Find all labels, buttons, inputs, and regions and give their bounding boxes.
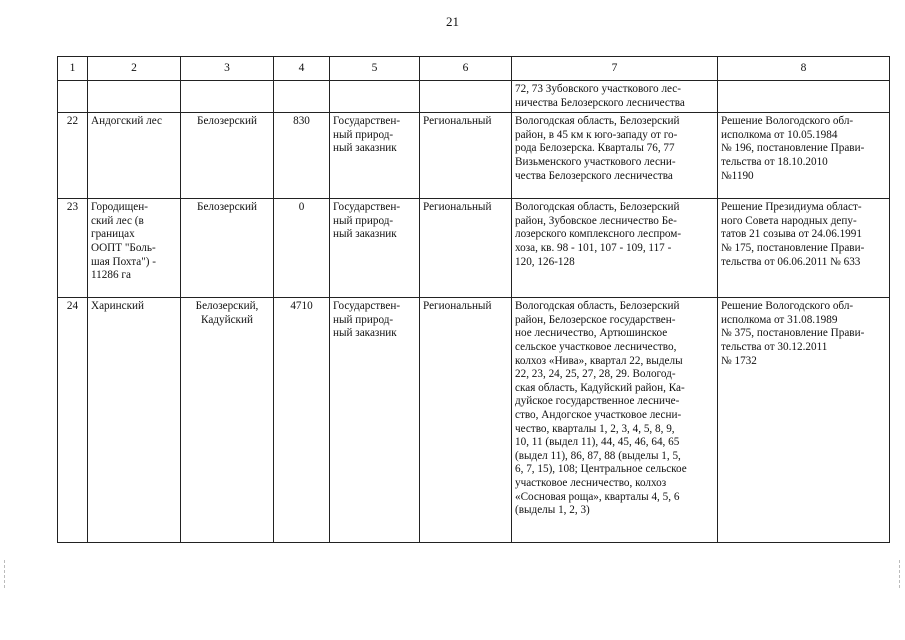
district-cell <box>181 81 274 113</box>
district-cell: Белозерский <box>181 199 274 298</box>
decision-cell <box>718 81 890 113</box>
location-cell: Вологодская область, Белозерский район, в 45 км к юго-западу от го- рода Белозерска. Кварталы 76, 77 Визьменского участкового лесни- чества Белозерского лесничества <box>512 113 718 199</box>
row-number-cell: 22 <box>58 113 88 199</box>
column-header: 4 <box>274 57 330 81</box>
row-number-cell <box>58 81 88 113</box>
column-header: 8 <box>718 57 890 81</box>
significance-cell: Региональный <box>420 113 512 199</box>
decision-cell: Решение Вологодского обл- исполкома от 31.08.1989 № 375, постановление Прави- тельства от 30.12.2011 № 1732 <box>718 298 890 543</box>
area-cell: 4710 <box>274 298 330 543</box>
scan-edge-mark <box>4 560 6 588</box>
area-cell: 0 <box>274 199 330 298</box>
area-cell <box>274 81 330 113</box>
significance-cell: Региональный <box>420 199 512 298</box>
table-row <box>58 298 890 543</box>
location-cell: Вологодская область, Белозерский район, Зубовское лесничество Бе- лозерского комплексного леспром- хоза, кв. 98 - 101, 107 - 109, 117 - 120, 126-128 <box>512 199 718 298</box>
row-number-cell: 23 <box>58 199 88 298</box>
significance-cell: Региональный <box>420 298 512 543</box>
column-header: 5 <box>330 57 420 81</box>
decision-cell: Решение Вологодского обл- исполкома от 10.05.1984 № 196, постановление Прави- тельства от 18.10.2010 №1190 <box>718 113 890 199</box>
district-cell: Белозерский <box>181 113 274 199</box>
name-cell: Андогский лес <box>88 113 181 199</box>
column-header: 7 <box>512 57 718 81</box>
area-cell: 830 <box>274 113 330 199</box>
table-row <box>58 81 890 113</box>
district-cell: Белозерский, Кадуйский <box>181 298 274 543</box>
column-header: 3 <box>181 57 274 81</box>
row-number-cell: 24 <box>58 298 88 543</box>
category-cell: Государствен- ный природ- ный заказник <box>330 113 420 199</box>
header-row <box>58 57 890 81</box>
name-cell: Городищен- ский лес (в границах ООПТ "Боль- шая Похта") - 11286 га <box>88 199 181 298</box>
decision-cell: Решение Президиума област- ного Совета народных депу- татов 21 созыва от 24.06.1991 № 175, постановление Прави- тельства от 06.06.2011 № 633 <box>718 199 890 298</box>
name-cell: Харинский <box>88 298 181 543</box>
location-cell: Вологодская область, Белозерский район, Белозерское государствен- ное лесничество, Артюшинское сельское участковое лесничество, колхоз «Нива», квартал 22, выделы 22, 23, 24, 25, 27, 28, 29. Вологод- ская область, Кадуйский район, Ка- дуйское государственное лесниче- ство, Андогское участковое лесни- чество, кварталы 1, 2, 3, 4, 5, 8, 9, 10, 11 (выдел 11), 44, 45, 46, 64, 65 (выдел 11), 86, 87, 88 (выделы 1, 5, 6, 7, 15), 108; Центральное сельское участковое лесничество, колхоз «Сосновая роща», кварталы 4, 5, 6 (выделы 1, 2, 3) <box>512 298 718 543</box>
category-cell: Государствен- ный природ- ный заказник <box>330 298 420 543</box>
name-cell <box>88 81 181 113</box>
significance-cell <box>420 81 512 113</box>
table-row <box>58 199 890 298</box>
page-number: 21 <box>446 14 459 29</box>
table-row <box>58 113 890 199</box>
location-cell: 72, 73 Зубовского участкового лес- ничества Белозерского лесничества <box>512 81 718 113</box>
column-header: 6 <box>420 57 512 81</box>
category-cell: Государствен- ный природ- ный заказник <box>330 199 420 298</box>
protected-areas-table <box>57 56 890 543</box>
column-header: 2 <box>88 57 181 81</box>
column-header: 1 <box>58 57 88 81</box>
category-cell <box>330 81 420 113</box>
scan-edge-mark <box>899 560 901 588</box>
